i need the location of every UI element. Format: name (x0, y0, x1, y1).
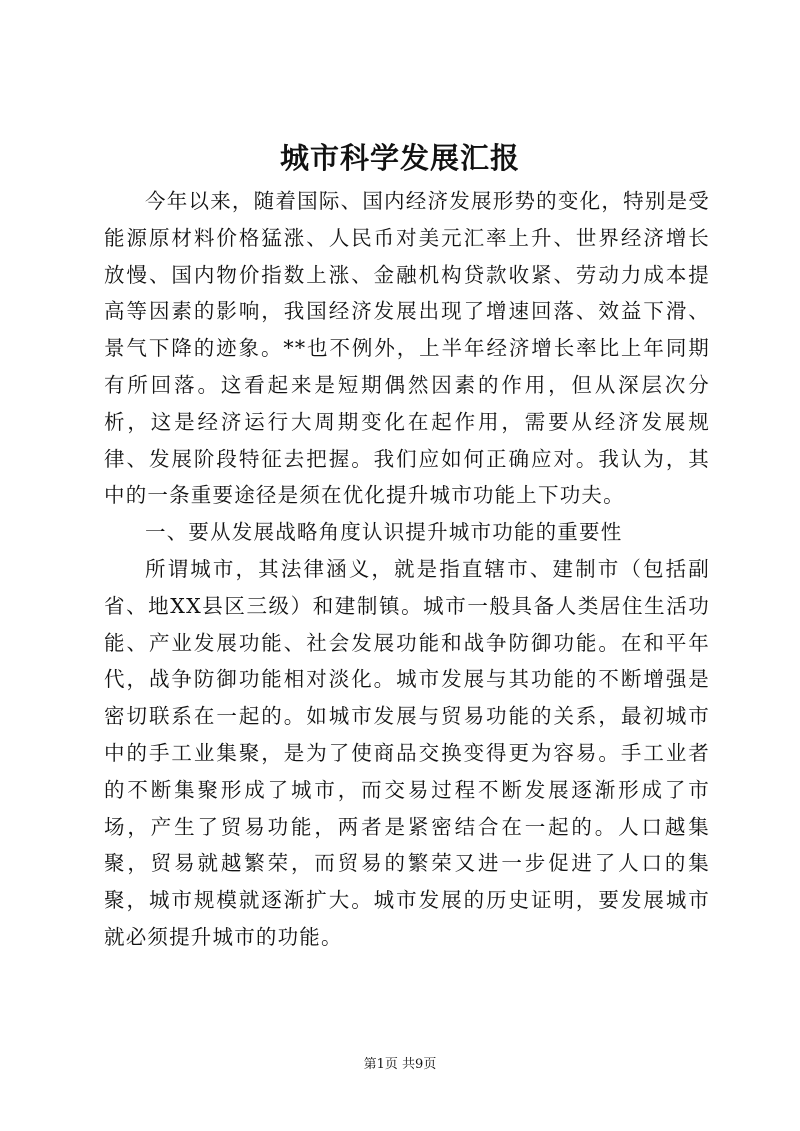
document-body (104, 183, 710, 956)
section-heading: 一、要从发展战略角度认识提升城市功能的重要性 (145, 520, 623, 545)
document-title: 城市科学发展汇报 (279, 141, 520, 175)
page-footer: 第1页 共9页 (363, 1057, 437, 1072)
section-paragraph: 所谓城市，其法律涵义，就是指直辖市、建制市（包括副省、地XX县区三级）和建制镇。城市一般具备人类居住生活功能、产业发展功能、社会发展功能和战争防御功能。在和平年代，战争防御功能相对淡化。城市发展与其功能的不断增强是密切联系在一起的。如城市发展与贸易功能的关系，最初城市中的手工业集聚，是为了使商品交换变得更为容易。手工业者的不断集聚形成了城市，而交易过程不断发展逐渐形成了市场，产生了贸易功能，两者是紧密结合在一起的。人口越集聚，贸易就越繁荣，而贸易的繁荣又进一步促进了人口的集聚，城市规模就逐渐扩大。城市发展的历史证明，要发展城市就必须提升城市的功能。 (104, 556, 710, 949)
intro-paragraph: 今年以来，随着国际、国内经济发展形势的变化，特别是受能源原材料价格猛涨、人民币对美元汇率上升、世界经济增长放慢、国内物价指数上涨、金融机构贷款收紧、劳动力成本提高等因素的影响，我国经济发展出现了增速回落、效益下滑、景气下降的迹象。**也不例外，上半年经济增长率比上年同期有所回落。这看起来是短期偶然因素的作用，但从深层次分析，这是经济运行大周期变化在起作用，需要从经济发展规律、发展阶段特征去把握。我们应如何正确应对。我认为，其中的一条重要途径是须在优化提升城市功能上下功夫。 (104, 189, 710, 508)
